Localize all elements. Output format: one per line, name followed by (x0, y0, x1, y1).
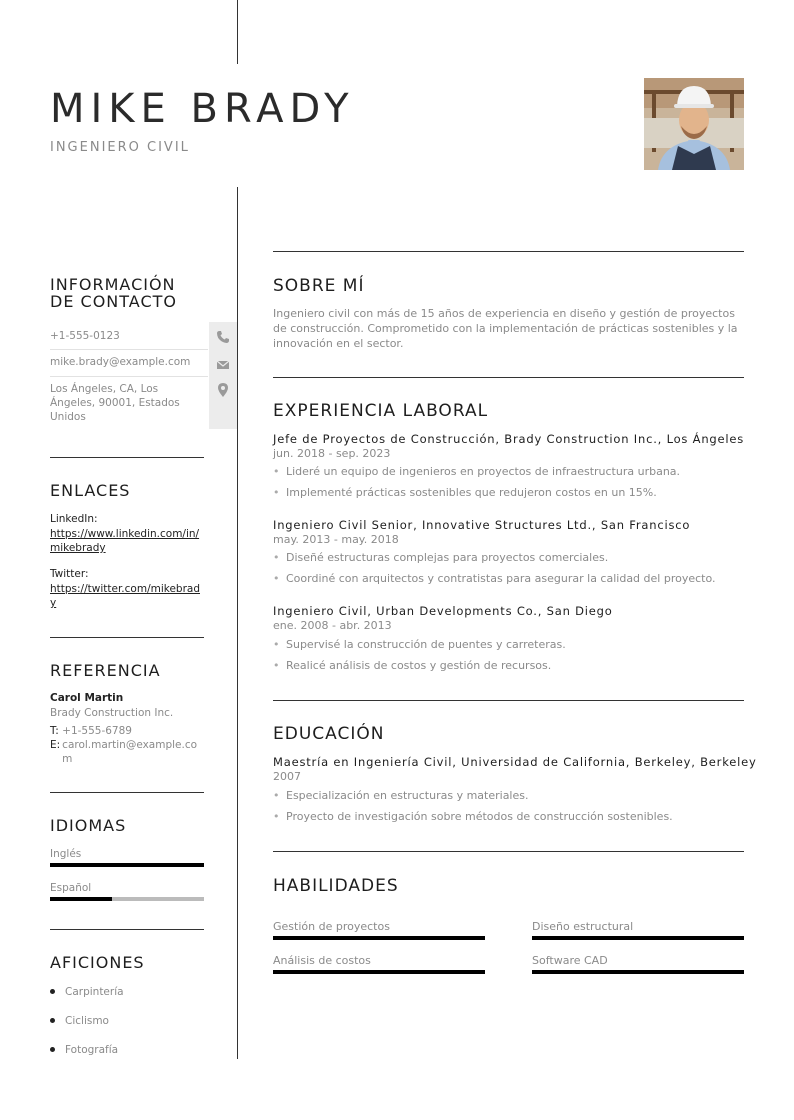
job-bullet: • Implementé prácticas sostenibles que redujeron costos en un 15%. (273, 486, 657, 499)
candidate-name: MIKE BRADY (50, 86, 355, 132)
job-bullet-text: Supervisé la construcción de puentes y carreteras. (286, 638, 566, 651)
contact-address: Los Ángeles, CA, Los Ángeles, 90001, Estados Unidos (50, 383, 180, 423)
reference-name: Carol Martin (50, 692, 124, 704)
bullet-dot (50, 989, 55, 994)
job-dates: may. 2013 - may. 2018 (273, 533, 399, 546)
skill-name: Diseño estructural (532, 920, 634, 933)
reference-phone-prefix: T: (50, 725, 59, 737)
reference-company: Brady Construction Inc. (50, 707, 174, 719)
skill-name: Gestión de proyectos (273, 920, 390, 933)
profile-photo (644, 78, 744, 170)
hobbies-heading: AFICIONES (50, 953, 145, 972)
job-bullet: • Diseñé estructuras complejas para proyectos comerciales. (273, 551, 609, 564)
candidate-title: INGENIERO CIVIL (50, 140, 190, 155)
contact-heading: INFORMACIÓN DE CONTACTO (50, 275, 177, 311)
job-title: Jefe de Proyectos de Construcción, Brady Construction Inc., Los Ángeles (273, 432, 745, 446)
contact-email[interactable]: mike.brady@example.com (50, 356, 191, 368)
language-name: Inglés (50, 848, 82, 860)
skills-heading: HABILIDADES (273, 876, 399, 896)
job-title: Ingeniero Civil Senior, Innovative Structures Ltd., San Francisco (273, 518, 691, 532)
experience-heading: EXPERIENCIA LABORAL (273, 401, 489, 421)
section-divider (50, 792, 204, 793)
section-divider (50, 929, 204, 930)
section-divider (50, 457, 204, 458)
language-level-bar (50, 863, 204, 867)
languages-heading: IDIOMAS (50, 816, 127, 835)
bullet-dot (50, 1047, 55, 1052)
section-divider (273, 377, 744, 378)
job-bullet-text: Realicé análisis de costos y gestión de recursos. (286, 659, 552, 672)
skill-level-bar (532, 936, 744, 940)
degree-year: 2007 (273, 770, 301, 783)
job-title: Ingeniero Civil, Urban Developments Co., San Diego (273, 604, 613, 618)
reference-email-row (50, 738, 200, 766)
education-bullet: • Especialización en estructuras y materiales. (273, 789, 529, 802)
language-level-fill (50, 863, 204, 867)
job-dates: ene. 2008 - abr. 2013 (273, 619, 392, 632)
education-bullet-text: Proyecto de investigación sobre métodos de construcción sostenibles. (286, 810, 673, 823)
job-bullet: • Lideré un equipo de ingenieros en proyectos de infraestructura urbana. (273, 465, 681, 478)
reference-phone-row (50, 724, 200, 738)
job-bullet: • Supervisé la construcción de puentes y carreteras. (273, 638, 566, 651)
location-pin-icon (216, 382, 230, 398)
section-divider (273, 251, 744, 252)
reference-email-prefix: E: (50, 739, 61, 751)
reference-email[interactable]: carol.martin@example.com (62, 739, 198, 765)
education-heading: EDUCACIÓN (273, 724, 385, 744)
contact-divider (50, 349, 208, 350)
skill-name: Software CAD (532, 954, 608, 967)
skill-level-bar (273, 936, 485, 940)
reference-heading: REFERENCIA (50, 661, 161, 680)
skill-name: Análisis de costos (273, 954, 371, 967)
language-level-fill (50, 897, 112, 901)
section-divider (273, 851, 744, 852)
job-dates: jun. 2018 - sep. 2023 (273, 447, 391, 460)
about-text: Ingeniero civil con más de 15 años de experiencia en diseño y gestión de proyectos de construcción. Comprometido con la implementación de prácticas sostenibles y la innovación en el sector. (273, 307, 738, 350)
top-vertical-rule (237, 0, 238, 64)
job-bullet-text: Lideré un equipo de ingenieros en proyectos de infraestructura urbana. (286, 465, 681, 478)
skill-level-bar (532, 970, 744, 974)
section-divider (50, 637, 204, 638)
job-bullet-text: Diseñé estructuras complejas para proyectos comerciales. (286, 551, 609, 564)
job-bullet-text: Implementé prácticas sostenibles que redujeron costos en un 15%. (286, 486, 657, 499)
education-bullet: • Proyecto de investigación sobre métodos de construcción sostenibles. (273, 810, 673, 823)
bullet-dot (50, 1018, 55, 1023)
job-bullet: • Realicé análisis de costos y gestión de recursos. (273, 659, 552, 672)
twitter-label: Twitter: (50, 568, 89, 580)
links-heading: ENLACES (50, 481, 131, 500)
skill-level-bar (273, 970, 485, 974)
contact-phone[interactable]: +1-555-0123 (50, 330, 120, 342)
degree-title: Maestría en Ingeniería Civil, Universidad de California, Berkeley, Berkeley (273, 755, 757, 769)
language-name: Español (50, 882, 92, 894)
hobby-item: Ciclismo (65, 1015, 109, 1027)
section-divider (273, 700, 744, 701)
contact-divider (50, 376, 208, 377)
linkedin-label: LinkedIn: (50, 513, 98, 525)
hobby-item: Fotografía (65, 1044, 119, 1056)
sidebar-vertical-rule (237, 187, 238, 1059)
job-bullet: • Coordiné con arquitectos y contratistas para asegurar la calidad del proyecto. (273, 572, 716, 585)
twitter-link[interactable]: https://twitter.com/mikebrady (50, 583, 200, 609)
about-heading: SOBRE MÍ (273, 276, 365, 296)
hobby-item: Carpintería (65, 986, 124, 998)
reference-phone[interactable]: +1-555-6789 (62, 725, 132, 737)
job-bullet-text: Coordiné con arquitectos y contratistas para asegurar la calidad del proyecto. (286, 572, 716, 585)
language-level-bar (50, 897, 204, 901)
linkedin-link[interactable]: https://www.linkedin.com/in/mikebrady (50, 528, 200, 554)
education-bullet-text: Especialización en estructuras y materiales. (286, 789, 529, 802)
